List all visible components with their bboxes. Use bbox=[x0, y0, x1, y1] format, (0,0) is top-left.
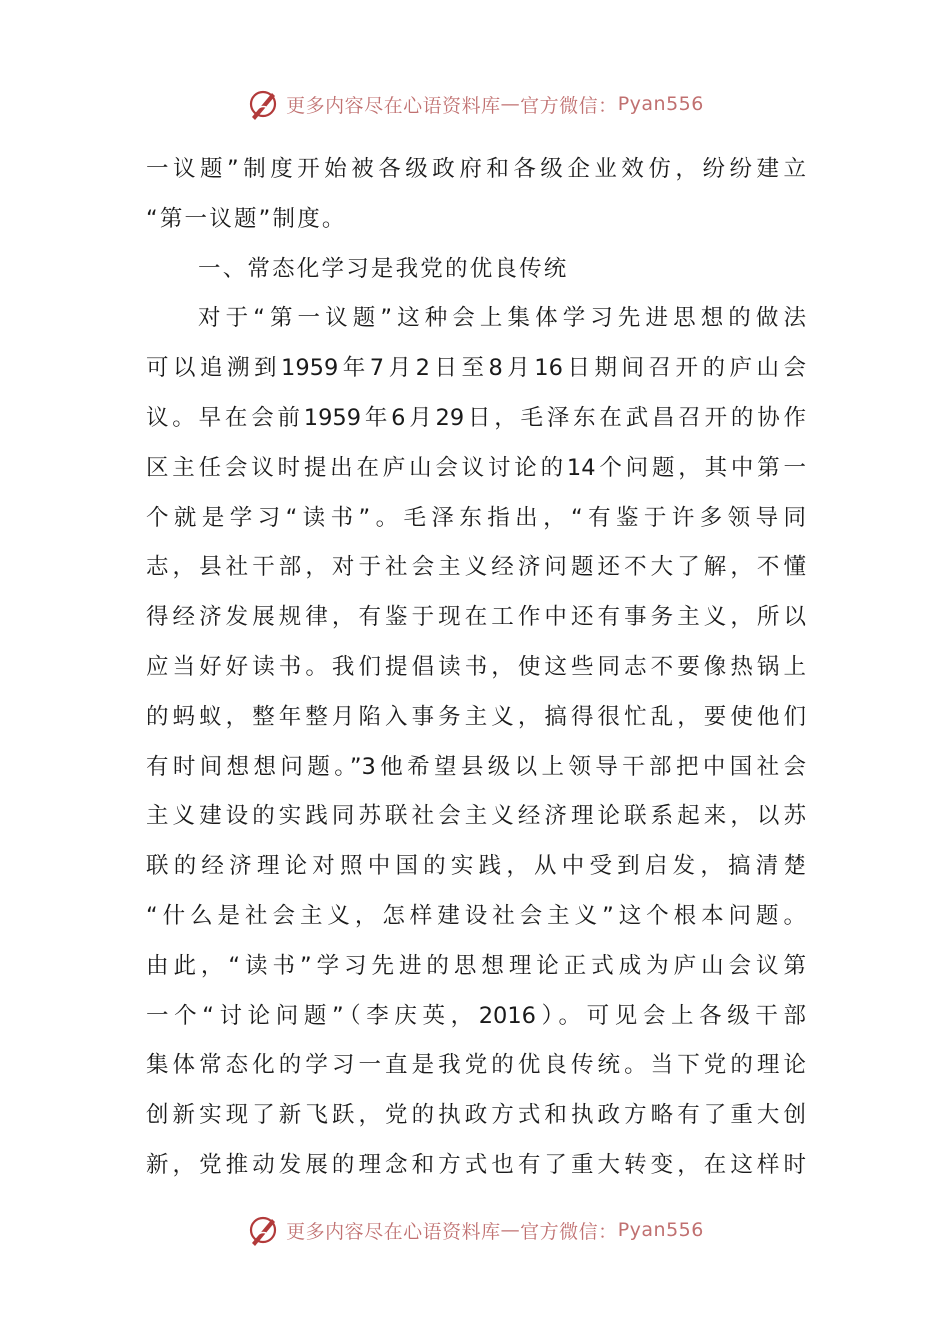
text-line: “什么是社会主义，怎样建设社会主义”这个根本问题。 bbox=[146, 902, 806, 929]
text-line: 可以追溯到1959年7月2日至8月16日期间召开的庐山会 bbox=[146, 355, 806, 382]
document-body bbox=[146, 145, 806, 1191]
banner-text: 更多内容尽在心语资料库 bbox=[286, 1220, 501, 1243]
text-line: 一议题”制度开始被各级政府和各级企业效仿，纷纷建立 bbox=[146, 156, 806, 182]
text-line: “第一议题”制度。 bbox=[146, 205, 347, 232]
text-line: 集体常态化的学习一直是我党的优良传统。当下党的理论 bbox=[146, 1052, 806, 1079]
banner-wechat-id: Pyan556 bbox=[617, 93, 704, 115]
text-line: 有时间想想问题。”3他希望县级以上领导干部把中国社会 bbox=[146, 753, 806, 780]
banner-wechat-id: Pyan556 bbox=[617, 1219, 704, 1241]
text-line: 个就是学习“读书”。毛泽东指出，“有鉴于许多领导同 bbox=[146, 504, 806, 531]
pen-logo-icon bbox=[246, 1213, 280, 1247]
text-line: 区主任会议时提出在庐山会议讨论的14个问题，其中第一 bbox=[146, 454, 806, 481]
banner-contact-label: 官方微信： bbox=[520, 94, 618, 117]
banner-separator: — bbox=[500, 93, 521, 115]
text-line: 由此，“读书”学习先进的思想理论正式成为庐山会议第 bbox=[146, 952, 806, 979]
text-line: 创新实现了新飞跃，党的执政方式和执政方略有了重大创 bbox=[146, 1102, 806, 1129]
banner-contact-label: 官方微信： bbox=[520, 1220, 618, 1243]
text-line: 一个“讨论问题”（李庆英，2016）。可见会上各级干部 bbox=[146, 1002, 806, 1029]
pen-logo-icon bbox=[246, 87, 280, 121]
text-line: 议。早在会前1959年6月29日，毛泽东在武昌召开的协作 bbox=[146, 404, 806, 431]
text-line: 主义建设的实践同苏联社会主义经济理论联系起来，以苏 bbox=[146, 803, 806, 830]
text-line: 对于“第一议题”这种会上集体学习先进思想的做法 bbox=[198, 305, 806, 332]
header-watermark-banner bbox=[0, 84, 950, 124]
text-line: 志，县社干部，对于社会主义经济问题还不大了解，不懂 bbox=[146, 554, 806, 581]
banner-text: 更多内容尽在心语资料库 bbox=[286, 94, 501, 117]
text-line: 的蚂蚁，整年整月陷入事务主义，搞得很忙乱，要使他们 bbox=[146, 703, 806, 730]
section-heading: 一、常态化学习是我党的优良传统 bbox=[198, 255, 569, 282]
text-line: 新，党推动发展的理念和方式也有了重大转变，在这样时 bbox=[146, 1151, 806, 1178]
text-line: 得经济发展规律，有鉴于现在工作中还有事务主义，所以 bbox=[146, 604, 806, 631]
footer-watermark-banner bbox=[0, 1210, 950, 1250]
banner-separator: — bbox=[500, 1219, 521, 1241]
text-line: 应当好好读书。我们提倡读书，使这些同志不要像热锅上 bbox=[146, 653, 806, 680]
text-line: 联的经济理论对照中国的实践，从中受到启发，搞清楚 bbox=[146, 853, 806, 880]
